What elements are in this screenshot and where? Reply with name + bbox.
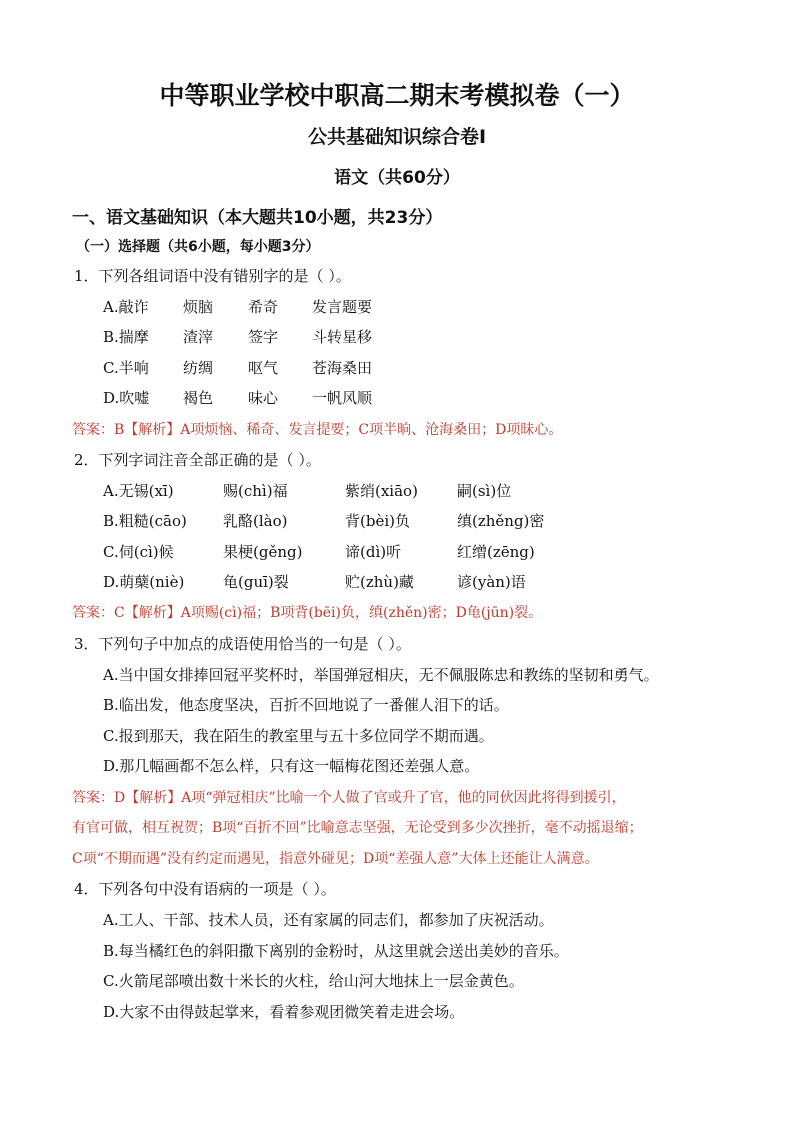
question-4-option-c: C.火箭尾部喷出数十米长的火柱，给山河大地抹上一层金黄色。 [103,972,524,990]
question-2-option-d: D.萌蘖(niè) 龟(guī)裂 贮(zhù)藏 谚(yàn)语 [103,573,526,591]
page-title: 中等职业学校中职高二期末考模拟卷（一） [159,81,635,110]
question-3-stem: 3．下列句子中加点的成语使用恰当的一句是（ ）。 [74,635,411,653]
question-1-option-b: B.揣摩 渣滓 签字 斗转星移 [103,328,373,346]
question-3-answer-line-1: 答案：D【解析】A项“弹冠相庆”比喻一个人做了官或升了官，他的同伙因此将得到援引， [72,790,626,806]
question-1-option-c: C.半响 纺绸 呕气 苍海桑田 [103,359,373,377]
question-3-option-b: B.临出发，他态度坚决，百折不回地说了一番催人泪下的话。 [103,696,509,714]
question-4-stem: 4．下列各句中没有语病的一项是（ ）。 [74,880,336,898]
question-2-option-a: A.无锡(xī) 赐(chì)福 紫绡(xiāo) 嗣(sì)位 [103,482,512,500]
question-2-answer: 答案：C【解析】A项赐(cì)福；B项背(bēi)负，缜(zhěn)密；D龟(jūn)裂。 [72,605,543,621]
question-1-stem: 1．下列各组词语中没有错别字的是（ ）。 [74,267,351,285]
question-2-stem: 2．下列字词注音全部正确的是（ ）。 [74,451,321,469]
subject-heading: 语文（共60分） [334,168,460,188]
question-4-option-a: A.工人、干部、技术人员，还有家属的同志们，都参加了庆祝活动。 [103,911,554,929]
subsection-heading: （一）选择题（共6小题，每小题3分） [76,239,320,255]
question-3-option-c: C.报到那天，我在陌生的教室里与五十多位同学不期而遇。 [103,727,494,745]
question-1-answer: 答案：B【解析】A项烦恼、稀奇、发言提要；C项半晌、沧海桑田；D项昧心。 [72,422,563,438]
question-1-option-a: A.敲诈 烦脑 希奇 发言题要 [103,298,373,316]
question-2-option-c: C.伺(cì)候 果梗(gěng) 谛(dì)听 红缯(zēng) [103,543,535,561]
question-3-option-d: D.那几幅画都不怎么样，只有这一幅梅花图还差强人意。 [103,757,480,775]
question-3-answer-line-2: 有官可做，相互祝贺；B项“百折不回”比喻意志坚强，无论受到多少次挫折，毫不动摇退缩； [72,820,643,836]
question-3-answer-line-3: C项“不期而遇”没有约定而遇见，指意外碰见；D项“差强人意”大体上还能让人满意。 [72,851,599,867]
page-subtitle: 公共基础知识综合卷Ⅰ [307,126,487,148]
question-4-option-b: B.每当橘红色的斜阳撒下离别的金粉时，从这里就会送出美妙的音乐。 [103,942,569,960]
question-4-option-d: D.大家不由得鼓起掌来，看着参观团微笑着走进会场。 [103,1003,465,1021]
question-1-option-d: D.吹嘘 褐色 味心 一帆风顺 [103,389,373,407]
question-3-option-a: A.当中国女排捧回冠平奖杯时，举国弹冠相庆，无不佩服陈忠和教练的坚韧和勇气。 [103,666,659,684]
section-heading: 一、语文基础知识（本大题共10小题，共23分） [72,208,443,228]
question-2-option-b: B.粗糙(cāo) 乳酪(lào) 背(bèi)负 缜(zhěng)密 [103,512,545,530]
